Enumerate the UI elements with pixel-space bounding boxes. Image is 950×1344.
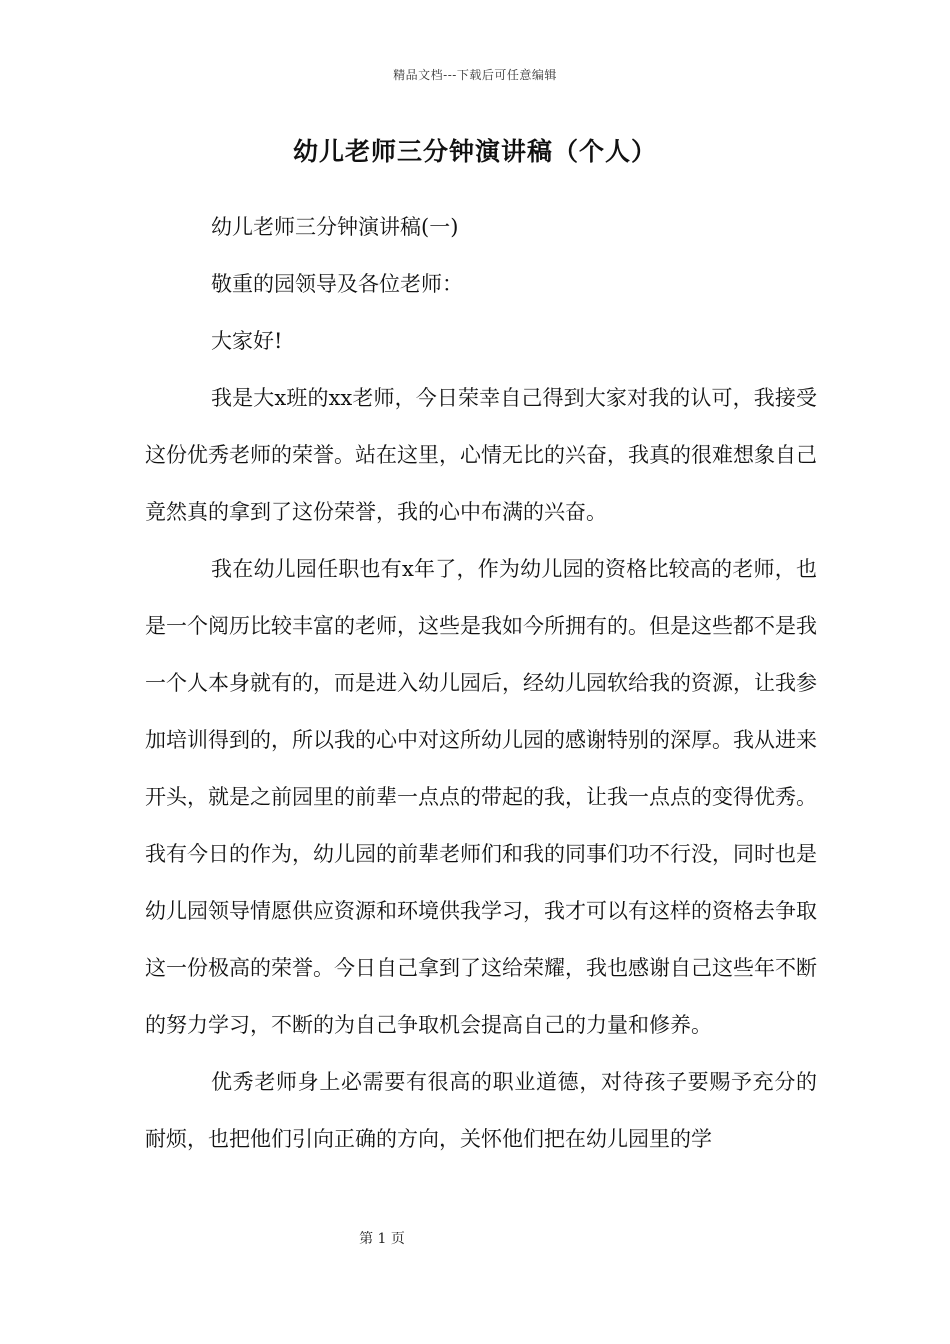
paragraph-greeting: 大家好! bbox=[211, 329, 283, 353]
paragraph-introduction: 我是大x班的xx老师，今日荣幸自己得到大家对我的认可，我接受这份优秀老师的荣誉。站在这里，心情无比的兴奋，我真的很难想象自己竟然真的拿到了这份荣誉，我的心中布满的兴奋。 bbox=[145, 386, 817, 524]
paragraph-ethics: 优秀老师身上必需要有很高的职业道德，对待孩子要赐予充分的耐烦，也把他们引向正确的方向，关怀他们把在幼儿园里的学 bbox=[145, 1070, 817, 1151]
paragraph-salutation: 敬重的园领导及各位老师： bbox=[211, 272, 463, 296]
document-header-note: 精品文档---下载后可任意编辑 bbox=[393, 68, 557, 82]
paragraph-subtitle: 幼儿老师三分钟演讲稿(一) bbox=[211, 215, 459, 239]
paragraph-experience: 我在幼儿园任职也有x年了，作为幼儿园的资格比较高的老师，也是一个阅历比较丰富的老师，这些是我如今所拥有的。但是这些都不是我一个人本身就有的，而是进入幼儿园后，经幼儿园软给我的资源，让我参加培训得到的，所以我的心中对这所幼儿园的感谢特别的深厚。我从进来开头，就是之前园里的前辈一点点的带起的我，让我一点点的变得优秀。我有今日的作为，幼儿园的前辈老师们和我的同事们功不行没，同时也是幼儿园领导情愿供应资源和环境供我学习，我才可以有这样的资格去争取这一份极高的荣誉。今日自己拿到了这给荣耀，我也感谢自己这些年不断的努力学习，不断的为自己争取机会提高自己的力量和修养。 bbox=[145, 557, 817, 1037]
document-body bbox=[145, 199, 817, 1168]
document-title: 幼儿老师三分钟演讲稿（个人） bbox=[292, 137, 657, 166]
page-number: 第 1 页 bbox=[359, 1231, 405, 1247]
